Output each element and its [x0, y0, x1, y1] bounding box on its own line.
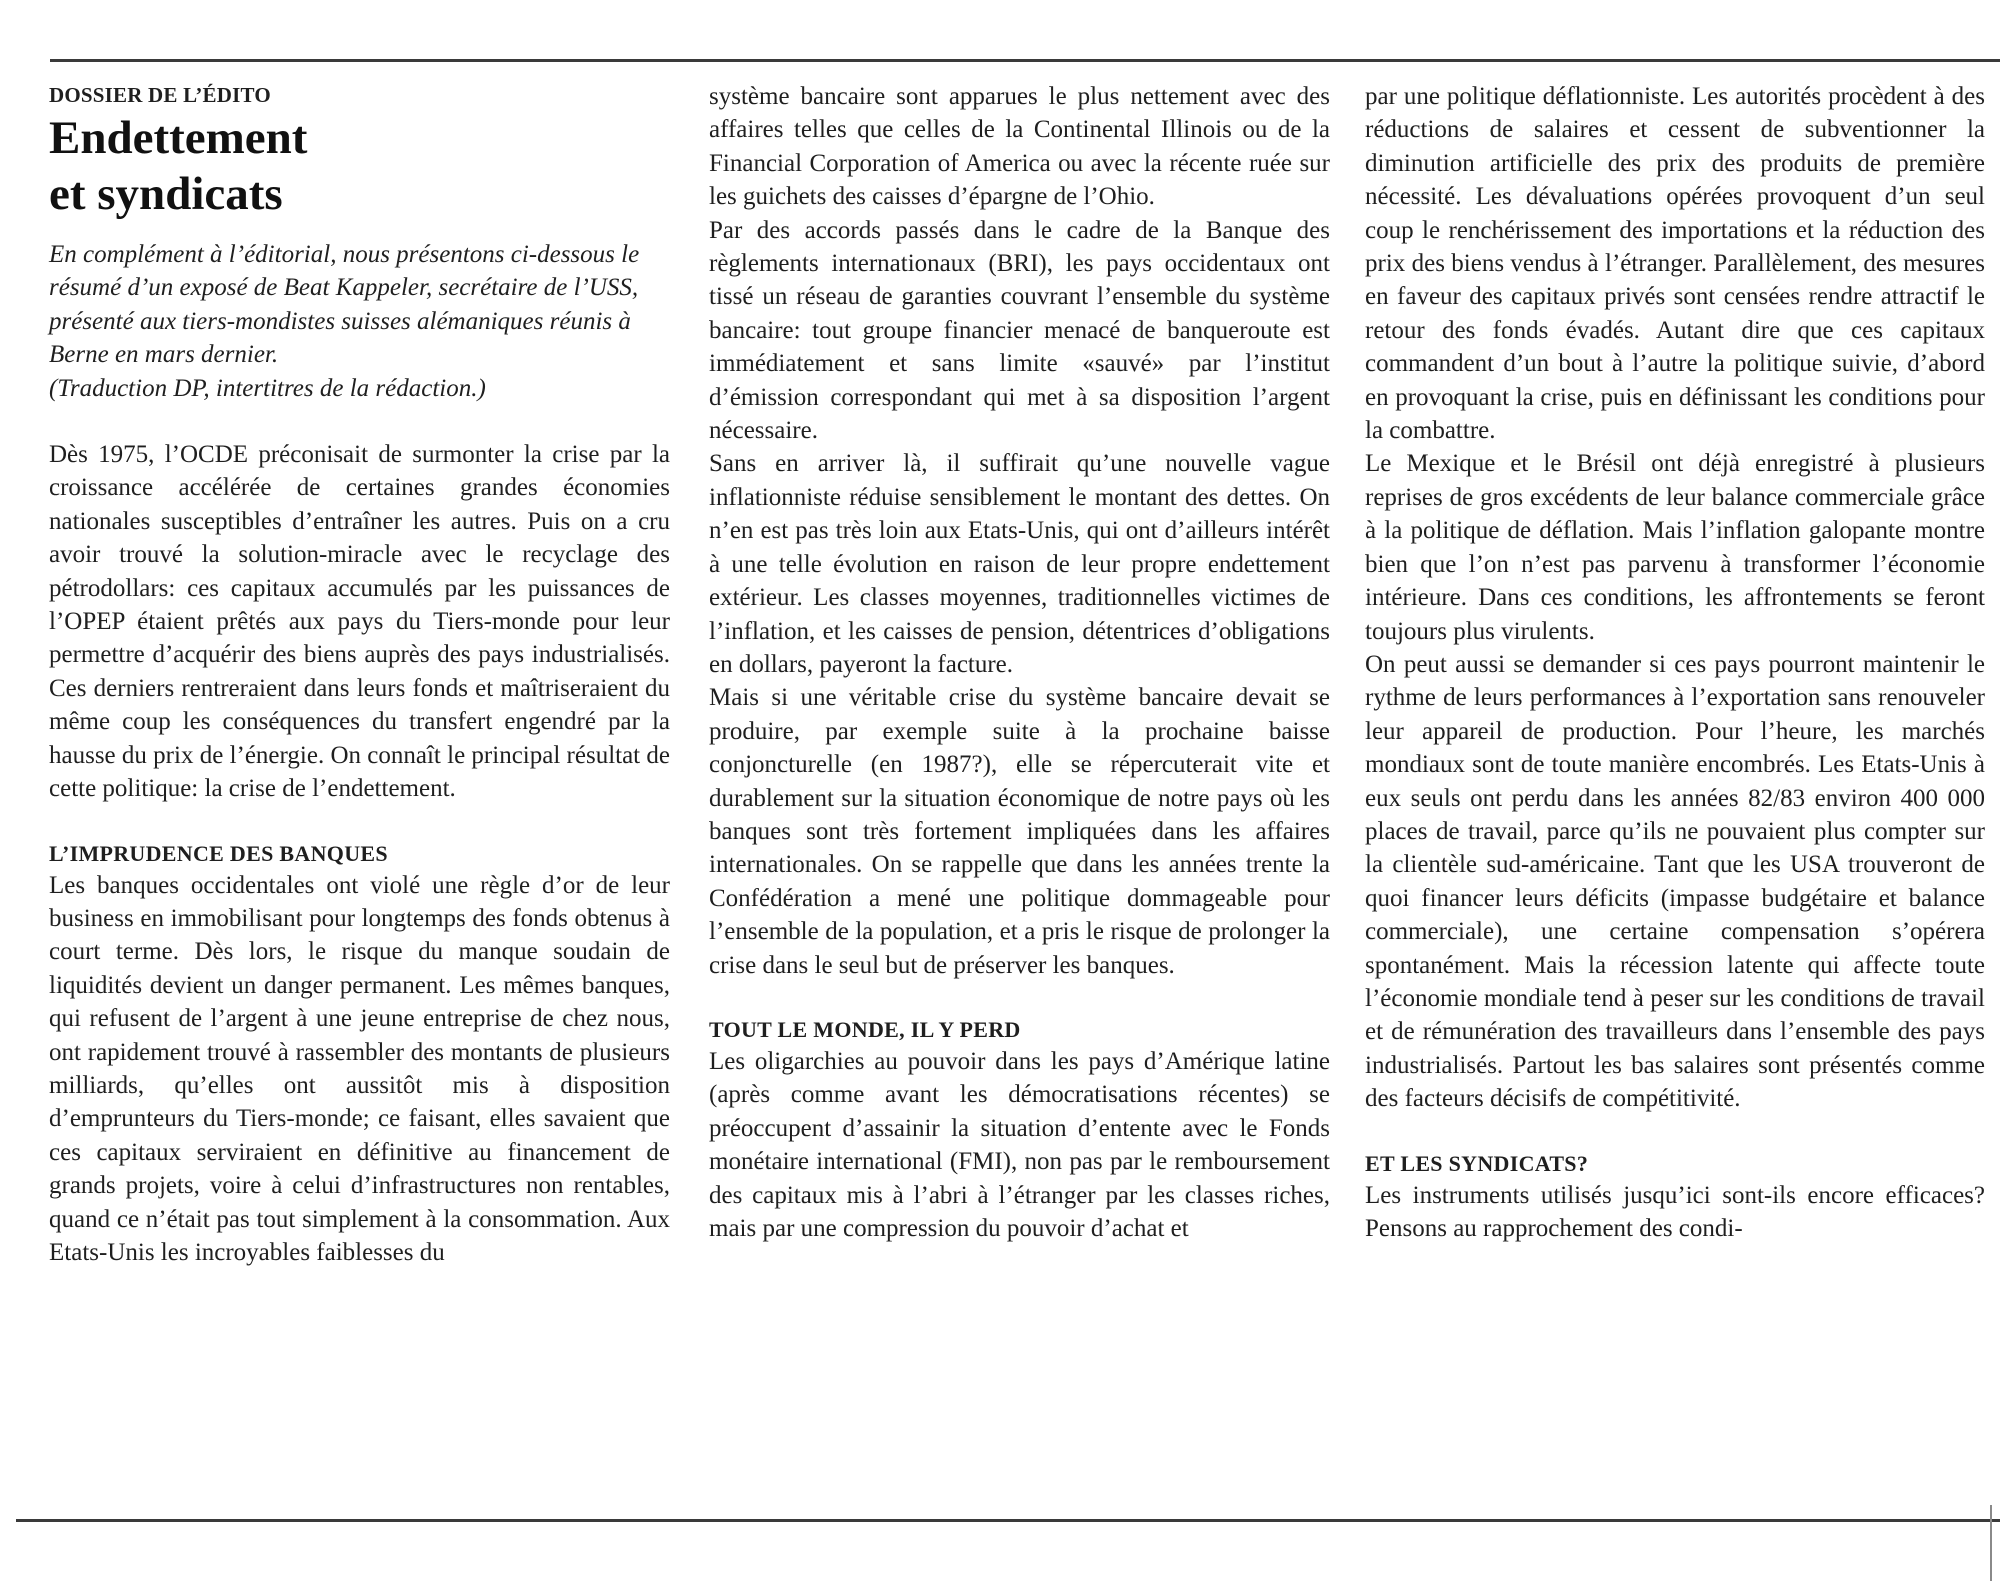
spacer [1365, 1116, 1985, 1149]
subheading-imprudence: L’IMPRUDENCE DES BANQUES [49, 840, 388, 866]
paragraph: Les instruments utilisés jusqu’ici sont-ils encore efficaces? Pensons au rapprochement des condi- [1365, 1181, 1985, 1242]
spacer [49, 806, 670, 839]
paragraph: Le Mexique et le Brésil ont déjà enregistré à plusieurs reprises de gros excédents de leur balance commerciale grâce à la politique de déflation. Mais l’inflation galopante montre bien que l’on n’est pas parvenu à transformer l’économie intérieure. Dans ces conditions, les affrontements se feront toujours plus virulents. [1365, 450, 1985, 645]
section-kicker: DOSSIER DE L’ÉDITO [49, 83, 271, 107]
column-3 [1365, 80, 1985, 1245]
bottom-rule [16, 1519, 2000, 1522]
article-title [49, 110, 670, 222]
column-2 [709, 80, 1330, 1245]
article-title-line-2: et syndicats [49, 168, 283, 220]
page-edge-mark [1990, 1505, 1992, 1581]
top-rule [50, 59, 2000, 62]
paragraph: Les oligarchies au pouvoir dans les pays d’Amérique latine (après comme avant les démocratisations récentes) se préoccupent d’assainir la situation d’entente avec le Fonds monétaire international (FMI), non pas par le remboursement des capitaux mis à l’abri à l’étranger par les classes riches, mais par une compression du pouvoir d’achat et [709, 1047, 1330, 1242]
paragraph: Sans en arriver là, il suffirait qu’une nouvelle vague inflationniste réduise sensiblement le montant des dettes. On n’en est pas très loin aux Etats-Unis, qui ont d’ailleurs intérêt à une telle évolution en raison de leur propre endettement extérieur. Les classes moyennes, traditionnelles victimes de l’inflation, et les caisses de pension, détentrices d’obligations en dollars, payeront la facture. [709, 450, 1330, 678]
paragraph: Les banques occidentales ont violé une règle d’or de leur business en immobilisant pour longtemps des fonds obtenus à court terme. Dès lors, le risque du manque soudain de liquidités devient un danger permanent. Les mêmes banques, qui refusent de l’argent à une jeune entreprise de chez nous, ont rapidement trouvé à rassembler des montants de plusieurs milliards, qu’elles ont aussitôt mis à disposition d’emprunteurs du Tiers-monde; ce faisant, elles savaient que ces capitaux serviraient en définitive au financement de grands projets, voire à celui d’infrastructures non rentables, quand ce n’était pas tout simplement à la consommation. Aux Etats-Unis les incroyables faiblesses du [49, 871, 670, 1266]
spacer [49, 405, 670, 438]
subheading-syndicats: ET LES SYNDICATS? [1365, 1150, 1589, 1176]
intro-paragraph: En complément à l’éditorial, nous présentons ci-dessous le résumé d’un exposé de Beat Kappeler, secrétaire de l’USS, présenté aux tiers-mondistes suisses alémaniques réunis à Berne en mars dernier. [49, 241, 640, 369]
paragraph: On peut aussi se demander si ces pays pourront maintenir le rythme de leurs performances à l’exportation sans renouveler leur appareil de production. Pour l’heure, les marchés mondiaux sont de toute manière encombrés. Les Etats-Unis à eux seuls ont perdu dans les années 82/83 environ 400 000 places de travail, parce qu’ils ne pouvaient plus compter sur la clientèle sud-américaine. Tant que les USA trouveront de quoi financer leurs déficits (impasse budgétaire et balance commerciale), une certaine compensation s’opérera spontanément. Mais la récession latente qui affecte toute l’économie mondiale tend à peser sur les conditions de travail et de rémunération des travailleurs dans l’ensemble des pays industrialisés. Partout les bas salaires sont présentés comme des facteurs décisifs de compétitivité. [1365, 650, 1985, 1113]
spacer [709, 982, 1330, 1015]
subheading-tout-le-monde: TOUT LE MONDE, IL Y PERD [709, 1016, 1021, 1042]
paragraph: par une politique déflationniste. Les autorités procèdent à des réductions de salaires et cessent de subventionner la diminution artificielle des prix des produits de première nécessité. Les dévaluations opérées provoquent d’un seul coup le renchérissement des importations et la réduction des prix des biens vendus à l’étranger. Parallèlement, des mesures en faveur des capitaux privés sont censées rendre attractif le retour des fonds évadés. Autant dire que ces capitaux commandent d’un bout à l’autre la politique suivie, d’abord en provoquant la crise, puis en définissant les conditions pour la combattre. [1365, 83, 1985, 445]
translation-note: (Traduction DP, intertitres de la rédaction.) [49, 374, 486, 402]
paragraph: Mais si une véritable crise du système bancaire devait se produire, par exemple suite à la prochaine baisse conjoncturelle (en 1987?), elle se répercuterait vite et durablement sur la situation économique de notre pays où les banques sont très fortement impliquées dans les affaires internationales. On se rappelle que dans les années trente la Confédération a mené une politique dommageable pour l’ensemble de la population, et a pris le risque de prolonger la crise dans le seul but de préserver les banques. [709, 684, 1330, 979]
paragraph: Par des accords passés dans le cadre de la Banque des règlements internationaux (BRI), les pays occidentaux ont tissé un réseau de garanties couvrant l’ensemble du système bancaire: tout groupe financier menacé de banqueroute est immédiatement et sans limite «sauvé» par l’institut d’émission correspondant qui met à sa disposition l’argent nécessaire. [709, 216, 1330, 445]
article-title-line-1: Endettement [49, 112, 308, 164]
column-1 [49, 80, 670, 1269]
paragraph: Dès 1975, l’OCDE préconisait de surmonter la crise par la croissance accélérée de certaines grandes économies nationales susceptibles d’entraîner les autres. Puis on a cru avoir trouvé la solution-miracle avec le recyclage des pétrodollars: ces capitaux accumulés par les puissances de l’OPEP étaient prêtés aux pays du Tiers-monde pour leur permettre d’acquérir des biens auprès des pays industrialisés. Ces derniers rentreraient dans leurs fonds et maîtriseraient du même coup les conséquences du transfert engendré par la hausse du prix de l’énergie. On connaît le principal résultat de cette politique: la crise de l’endettement. [49, 441, 670, 803]
paragraph: système bancaire sont apparues le plus nettement avec des affaires telles que celles de la Continental Illinois ou de la Financial Corporation of America ou avec la récente ruée sur les guichets des caisses d’épargne de l’Ohio. [709, 83, 1330, 211]
